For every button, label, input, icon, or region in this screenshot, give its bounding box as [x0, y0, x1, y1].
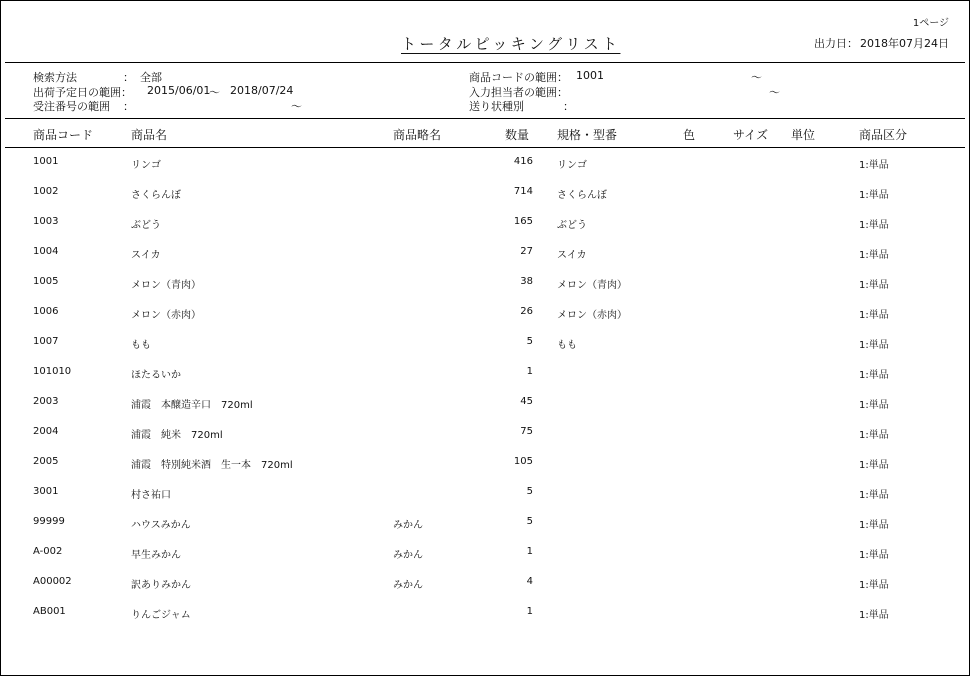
cell-name: メロン（赤肉）	[131, 310, 201, 321]
cell-code: 1007	[33, 336, 59, 347]
cell-code: A00002	[33, 576, 72, 587]
criteria-order-no-colon: ：	[123, 100, 134, 113]
cell-category: 1:単品	[859, 580, 889, 591]
criteria-staff-tilde: ～	[769, 86, 780, 99]
column-header-category: 商品区分	[859, 128, 908, 142]
cell-code: 1005	[33, 276, 59, 287]
column-header-color: 色	[683, 128, 696, 142]
column-header-short-name: 商品略名	[393, 128, 442, 142]
cell-code: 2004	[33, 426, 59, 437]
criteria-invoice-type-colon: ：	[563, 100, 574, 113]
criteria-search-method-label: 検索方法	[33, 71, 77, 84]
cell-category: 1:単品	[859, 280, 889, 291]
cell-name: 浦霞 特別純米酒 生一本 720ml	[131, 460, 293, 471]
cell-code: 1004	[33, 246, 59, 257]
cell-code: 101010	[33, 366, 72, 377]
criteria-order-no-label: 受注番号の範囲	[33, 100, 110, 113]
criteria-product-code-tilde: ～	[751, 71, 762, 84]
cell-name: 村さ祐口	[131, 490, 171, 501]
output-date-value: 2018年07月24日	[860, 37, 949, 50]
cell-category: 1:単品	[859, 610, 889, 621]
cell-short-name: みかん	[393, 520, 423, 531]
output-date-label: 出力日：	[814, 37, 858, 50]
criteria-staff-label: 入力担当者の範囲：	[469, 86, 568, 99]
criteria-ship-date-label: 出荷予定日の範囲：	[33, 86, 132, 99]
cell-name: 訳ありみかん	[131, 580, 191, 591]
cell-code: 2005	[33, 456, 59, 467]
cell-qty: 38	[520, 276, 533, 287]
cell-name: ハウスみかん	[131, 520, 191, 531]
criteria-order-no-tilde: ～	[291, 100, 302, 113]
cell-name: りんごジャム	[131, 610, 191, 621]
cell-category: 1:単品	[859, 190, 889, 201]
cell-qty: 5	[526, 486, 533, 497]
cell-name: もも	[131, 340, 151, 351]
cell-code: 1002	[33, 186, 59, 197]
cell-spec: メロン（青肉）	[557, 280, 627, 291]
cell-qty: 4	[526, 576, 533, 587]
cell-qty: 26	[520, 306, 533, 317]
cell-category: 1:単品	[859, 400, 889, 411]
cell-qty: 5	[526, 336, 533, 347]
criteria-ship-date-to: 2018/07/24	[230, 84, 294, 97]
cell-qty: 1	[526, 366, 533, 377]
cell-code: A-002	[33, 546, 63, 557]
column-header-qty: 数量	[505, 128, 530, 142]
cell-category: 1:単品	[859, 430, 889, 441]
cell-code: 99999	[33, 516, 65, 527]
column-header-unit: 単位	[791, 128, 816, 142]
cell-spec: メロン（赤肉）	[557, 310, 627, 321]
cell-category: 1:単品	[859, 310, 889, 321]
cell-name: メロン（青肉）	[131, 280, 201, 291]
cell-category: 1:単品	[859, 250, 889, 261]
criteria-invoice-type-label: 送り状種別	[469, 100, 524, 113]
column-header-spec: 規格・型番	[557, 128, 618, 142]
cell-name: 浦霞 本醸造辛口 720ml	[131, 400, 253, 411]
cell-qty: 416	[513, 156, 533, 167]
cell-name: スイカ	[131, 250, 161, 261]
output-date	[814, 35, 949, 51]
cell-name: ぶどう	[131, 220, 161, 231]
header-rule-top	[5, 62, 965, 63]
criteria-ship-date-from: 2015/06/01	[147, 84, 211, 97]
cell-qty: 1	[526, 606, 533, 617]
criteria-ship-date-tilde: ～	[209, 86, 220, 99]
criteria-product-code-label: 商品コードの範囲：	[469, 71, 568, 84]
cell-code: 1003	[33, 216, 59, 227]
header-rule-middle	[5, 118, 965, 119]
cell-category: 1:単品	[859, 550, 889, 561]
cell-category: 1:単品	[859, 370, 889, 381]
cell-spec: さくらんぼ	[557, 190, 607, 201]
cell-qty: 45	[520, 396, 533, 407]
cell-code: 1006	[33, 306, 59, 317]
header-rule-bottom	[5, 147, 965, 148]
cell-code: 2003	[33, 396, 59, 407]
criteria-search-method-colon: ：	[123, 71, 134, 84]
cell-qty: 27	[520, 246, 533, 257]
cell-qty: 75	[520, 426, 533, 437]
cell-name: ほたるいか	[131, 370, 181, 381]
page-number: 1ページ	[912, 18, 949, 29]
cell-qty: 714	[513, 186, 533, 197]
cell-short-name: みかん	[393, 580, 423, 591]
cell-category: 1:単品	[859, 460, 889, 471]
column-header-name: 商品名	[131, 128, 168, 142]
cell-qty: 105	[513, 456, 533, 467]
cell-category: 1:単品	[859, 340, 889, 351]
report-title: トータルピッキングリスト	[401, 35, 621, 53]
cell-name: 早生みかん	[131, 550, 181, 561]
cell-code: 3001	[33, 486, 59, 497]
cell-category: 1:単品	[859, 160, 889, 171]
cell-qty: 5	[526, 516, 533, 527]
cell-qty: 165	[513, 216, 533, 227]
cell-spec: もも	[557, 340, 577, 351]
cell-spec: スイカ	[557, 250, 587, 261]
cell-short-name: みかん	[393, 550, 423, 561]
cell-code: AB001	[33, 606, 66, 617]
criteria-product-code-from: 1001	[576, 69, 604, 82]
cell-qty: 1	[526, 546, 533, 557]
cell-name: さくらんぼ	[131, 190, 181, 201]
cell-category: 1:単品	[859, 220, 889, 231]
criteria-search-method-value: 全部	[140, 71, 162, 84]
cell-spec: リンゴ	[557, 160, 587, 171]
cell-category: 1:単品	[859, 520, 889, 531]
column-header-code: 商品コード	[33, 128, 94, 142]
cell-category: 1:単品	[859, 490, 889, 501]
column-header-size: サイズ	[733, 128, 769, 142]
cell-name: リンゴ	[131, 160, 161, 171]
cell-code: 1001	[33, 156, 59, 167]
cell-name: 浦霞 純米 720ml	[131, 430, 223, 441]
cell-spec: ぶどう	[557, 220, 587, 231]
